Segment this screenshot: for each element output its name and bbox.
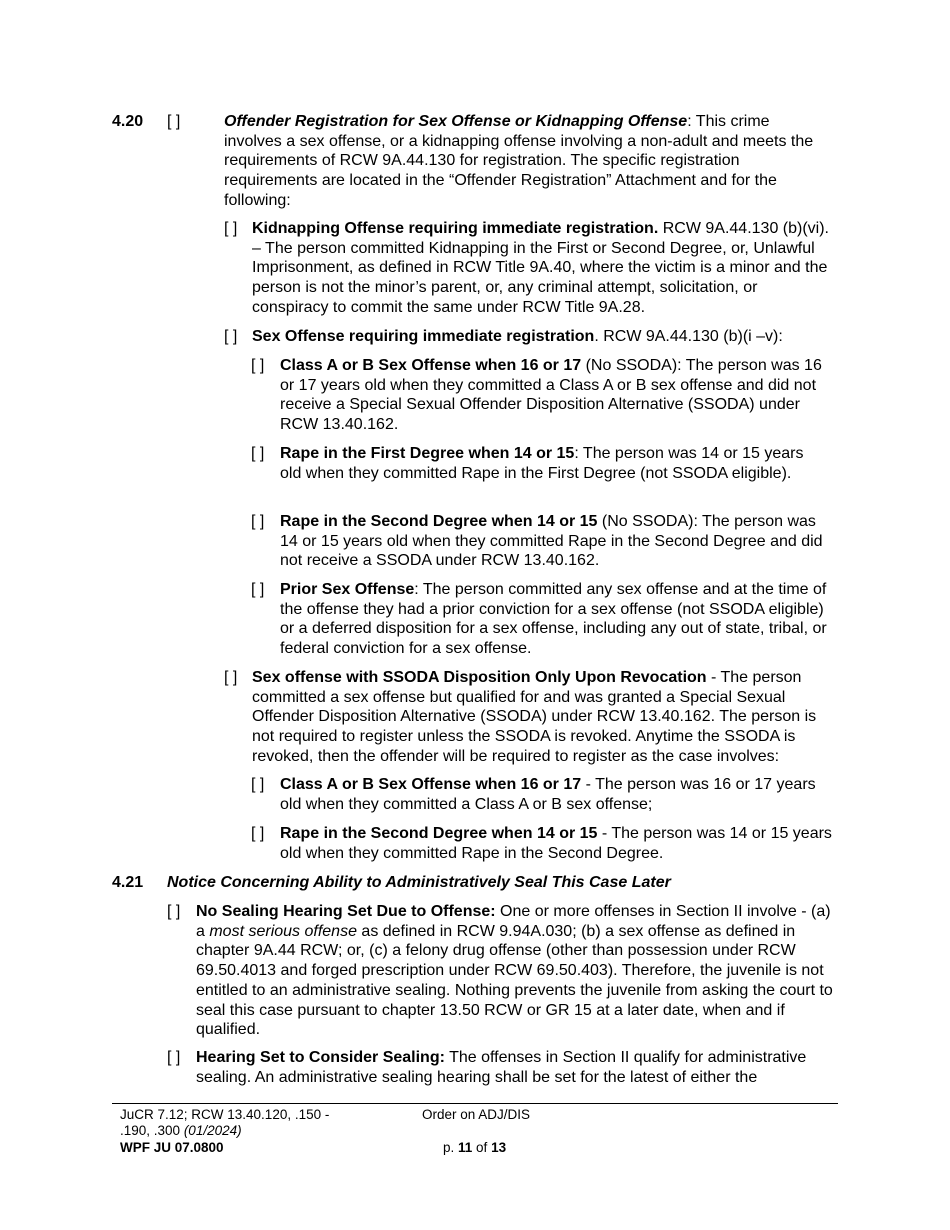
sealing-hearing-item <box>196 1048 838 1087</box>
section-4-20-paragraph <box>224 112 824 211</box>
section-4-21-title: Notice Concerning Ability to Administratively Seal This Case Later <box>167 874 671 891</box>
section-number-4-21: 4.21 <box>112 874 144 891</box>
footer-page-of: of <box>472 1140 492 1155</box>
ssoda-revocation-text: - The person committed a sex offense but qualified for and was granted a Special Sexual Offender Disposition Alternative (SSODA) under RCW 13.40.162. The person is not required to register unless the SSODA is revoked. Anytime the SSODA is revoked, then the offender will be required to register as the case involves: <box>252 669 817 765</box>
class-ab-checkbox[interactable]: [ ] <box>251 357 265 374</box>
footer-divider <box>112 1103 838 1104</box>
prior-sex-offense-checkbox[interactable]: [ ] <box>251 581 265 598</box>
prior-sex-offense-label: Prior Sex Offense <box>280 581 415 598</box>
sex-offense-immediate-item <box>252 327 838 347</box>
rape-second-text: (No SSODA): The person was 14 or 15 years old when they committed Rape in the Second Degree and did not receive a SSODA under RCW 13.40.162. <box>280 513 823 570</box>
revocation-rape-second-checkbox[interactable]: [ ] <box>251 825 265 842</box>
kidnapping-checkbox[interactable]: [ ] <box>224 220 238 237</box>
revocation-class-ab-label: Class A or B Sex Offense when 16 or 17 <box>280 776 582 793</box>
revocation-rape-second-label: Rape in the Second Degree when 14 or 15 <box>280 825 598 842</box>
rape-first-checkbox[interactable]: [ ] <box>251 445 265 462</box>
rape-first-label: Rape in the First Degree when 14 or 15 <box>280 445 575 462</box>
no-sealing-hearing-label: No Sealing Hearing Set Due to Offense: <box>196 903 496 920</box>
prior-sex-offense-text: : The person committed any sex offense and at the time of the offense they had a prior conviction for a sex offense (not SSODA eligible) or a deferred disposition for a sex offense, including any out of state, tribal, or federal conviction for a sex offense. <box>280 581 827 658</box>
footer-page-number <box>443 1140 506 1156</box>
rape-second-item <box>280 512 838 571</box>
most-serious-offense-term: most serious offense <box>209 922 357 940</box>
ssoda-revocation-item <box>252 668 838 767</box>
footer-revision-date: (01/2024) <box>183 1123 242 1138</box>
class-ab-label: Class A or B Sex Offense when 16 or 17 <box>280 357 582 374</box>
rape-second-label: Rape in the Second Degree when 14 or 15 <box>280 513 598 530</box>
rape-first-item <box>280 444 825 483</box>
footer-page-total: 13 <box>491 1140 507 1155</box>
no-sealing-hearing-checkbox[interactable]: [ ] <box>167 903 181 920</box>
revocation-rape-second-item <box>280 824 838 863</box>
section-4-20-checkbox[interactable]: [ ] <box>167 113 181 130</box>
revocation-rape-second-text: - The person was 14 or 15 years old when they committed Rape in the Second Degree. <box>280 825 832 862</box>
sex-offense-immediate-text: . RCW 9A.44.130 (b)(i –v): <box>594 328 783 345</box>
class-ab-text: (No SSODA): The person was 16 or 17 years old when they committed a Class A or B sex offense and did not receive a Special Sexual Offender Disposition Alternative (SSODA) under RCW 13.40.162. <box>280 357 822 434</box>
rape-first-text: : The person was 14 or 15 years old when they committed Rape in the First Degree (not SSODA eligible). <box>280 445 804 482</box>
no-sealing-hearing-text-a: One or more offenses in Section II involve - (a) a <box>196 903 831 940</box>
ssoda-revocation-checkbox[interactable]: [ ] <box>224 669 238 686</box>
footer-page-prefix: p. <box>443 1140 459 1155</box>
section-4-20-body: : This crime involves a sex offense, or a kidnapping offense involving a non-adult and meets the requirements of RCW 9A.44.130 for registration. The specific registration requirements are located in the “Offender Registration” Attachment and for the following: <box>224 113 814 209</box>
footer-rule-line1: JuCR 7.12; RCW 13.40.120, .150 - <box>120 1107 330 1122</box>
revocation-class-ab-item <box>280 775 838 814</box>
no-sealing-hearing-text-b: as defined in RCW 9.94A.030; (b) a sex offense as defined in chapter 9A.44 RCW; or, (c) a felony drug offense (other than possession under RCW 69.50.4013 and forged prescription under RCW 69.50.403). Therefore, the juvenile is not entitled to an administrative sealing. Nothing prevents the juvenile from asking the court to seal this case pursuant to chapter 13.50 RCW or GR 15 at a later date, when and if qualified. <box>196 922 833 1039</box>
sealing-hearing-label: Hearing Set to Consider Sealing: <box>196 1049 445 1066</box>
rape-second-checkbox[interactable]: [ ] <box>251 513 265 530</box>
footer-page-current: 11 <box>458 1140 473 1155</box>
footer-rule-citation <box>120 1107 329 1139</box>
kidnapping-label: Kidnapping Offense requiring immediate registration. <box>252 220 659 237</box>
sex-offense-immediate-label: Sex Offense requiring immediate registration <box>252 328 595 345</box>
class-ab-item <box>280 356 838 435</box>
section-4-20-title: Offender Registration for Sex Offense or Kidnapping Offense <box>224 113 688 130</box>
footer-rule-line2: .190, .300 <box>120 1123 184 1138</box>
sex-offense-immediate-checkbox[interactable]: [ ] <box>224 328 238 345</box>
sealing-hearing-checkbox[interactable]: [ ] <box>167 1049 181 1066</box>
prior-sex-offense-item <box>280 580 838 659</box>
footer-form-id: WPF JU 07.0800 <box>120 1140 224 1155</box>
revocation-class-ab-checkbox[interactable]: [ ] <box>251 776 265 793</box>
footer-doc-title: Order on ADJ/DIS <box>422 1107 531 1122</box>
no-sealing-hearing-item <box>196 902 838 1040</box>
sealing-hearing-text: The offenses in Section II qualify for administrative sealing. An administrative sealing hearing shall be set for the latest of either the <box>196 1049 807 1086</box>
section-number-4-20: 4.20 <box>112 113 144 130</box>
revocation-class-ab-text: - The person was 16 or 17 years old when they committed a Class A or B sex offense; <box>280 776 816 813</box>
kidnapping-text: RCW 9A.44.130 (b)(vi). – The person committed Kidnapping in the First or Second Degree, or, Unlawful Imprisonment, as defined in RCW Title 9A.40, where the victim is a minor and the person is not the minor’s parent, or, any criminal attempt, solicitation, or conspiracy to commit the same under RCW Title 9A.28. <box>252 220 829 316</box>
ssoda-revocation-label: Sex offense with SSODA Disposition Only Upon Revocation <box>252 669 707 686</box>
kidnapping-item <box>252 219 838 318</box>
